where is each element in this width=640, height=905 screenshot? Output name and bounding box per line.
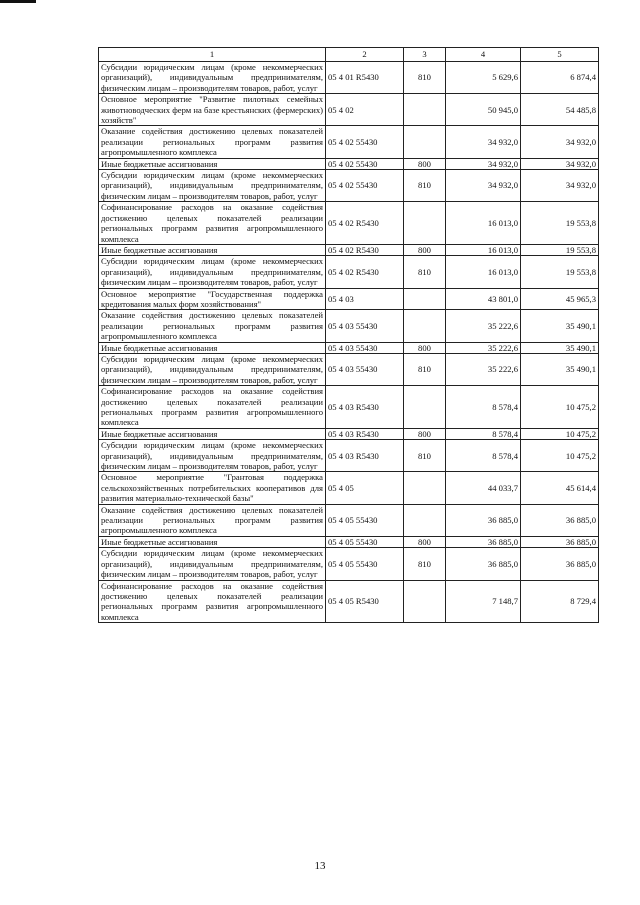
table-row: [99, 170, 599, 202]
row-amount-year2-cell: 35 490,1: [521, 353, 599, 385]
row-expense-type-cell: 800: [404, 428, 446, 439]
row-code-cell: 05 4 02 55430: [326, 170, 404, 202]
row-expense-type-cell: [404, 386, 446, 429]
row-expense-type-cell: 810: [404, 170, 446, 202]
table-row: [99, 244, 599, 255]
row-name-cell: Основное мероприятие "Государственная поддержка кредитования малых форм хозяйствования": [99, 288, 326, 310]
row-code-cell: 05 4 03 55430: [326, 353, 404, 385]
row-name-cell: Субсидии юридическим лицам (кроме некоммерческих организаций), индивидуальным предпринимателям, физическим лицам – производителям товаров, работ, услуг: [99, 62, 326, 94]
row-expense-type-cell: 810: [404, 353, 446, 385]
row-amount-year1-cell: 44 033,7: [446, 472, 521, 504]
row-expense-type-cell: [404, 472, 446, 504]
header-cell-4: 4: [446, 48, 521, 62]
table-row: [99, 440, 599, 472]
row-code-cell: 05 4 03 R5430: [326, 386, 404, 429]
row-name-cell: Субсидии юридическим лицам (кроме некоммерческих организаций), индивидуальным предпринимателям, физическим лицам – производителям товаров, работ, услуг: [99, 353, 326, 385]
row-name-cell: Иные бюджетные ассигнования: [99, 536, 326, 547]
row-code-cell: 05 4 05: [326, 472, 404, 504]
row-name-cell: Оказание содействия достижению целевых показателей реализации региональных программ развития агропромышленного комплекса: [99, 310, 326, 342]
header-cell-1: 1: [99, 48, 326, 62]
row-amount-year1-cell: 43 801,0: [446, 288, 521, 310]
row-amount-year2-cell: 19 553,8: [521, 256, 599, 288]
row-amount-year2-cell: 36 885,0: [521, 504, 599, 536]
row-expense-type-cell: 810: [404, 548, 446, 580]
row-amount-year1-cell: 5 629,6: [446, 62, 521, 94]
row-name-cell: Оказание содействия достижению целевых показателей реализации региональных программ развития агропромышленного комплекса: [99, 126, 326, 158]
row-amount-year1-cell: 36 885,0: [446, 504, 521, 536]
row-code-cell: 05 4 03 55430: [326, 310, 404, 342]
table-body: [99, 62, 599, 623]
table-row: [99, 536, 599, 547]
row-amount-year2-cell: 10 475,2: [521, 386, 599, 429]
row-amount-year1-cell: 36 885,0: [446, 548, 521, 580]
row-expense-type-cell: [404, 310, 446, 342]
row-expense-type-cell: 810: [404, 256, 446, 288]
row-amount-year2-cell: 34 932,0: [521, 170, 599, 202]
table-row: [99, 580, 599, 623]
row-name-cell: Основное мероприятие "Развитие пилотных семейных животноводческих ферм на базе крестьянских (фермерских) хозяйств": [99, 94, 326, 126]
row-amount-year1-cell: 8 578,4: [446, 386, 521, 429]
header-cell-3: 3: [404, 48, 446, 62]
row-amount-year2-cell: 36 885,0: [521, 548, 599, 580]
row-name-cell: Иные бюджетные ассигнования: [99, 158, 326, 169]
table-row: [99, 158, 599, 169]
table-row: [99, 353, 599, 385]
row-code-cell: 05 4 03 R5430: [326, 428, 404, 439]
table-row: [99, 386, 599, 429]
row-amount-year1-cell: 7 148,7: [446, 580, 521, 623]
table-header-row: [99, 48, 599, 62]
row-expense-type-cell: 810: [404, 62, 446, 94]
row-expense-type-cell: 810: [404, 440, 446, 472]
row-code-cell: 05 4 03 55430: [326, 342, 404, 353]
table-row: [99, 256, 599, 288]
row-code-cell: 05 4 02 R5430: [326, 244, 404, 255]
row-name-cell: Софинансирование расходов на оказание содействия достижению целевых показателей реализации региональных программ развития агропромышленного комплекса: [99, 202, 326, 245]
row-name-cell: Иные бюджетные ассигнования: [99, 428, 326, 439]
row-amount-year1-cell: 35 222,6: [446, 353, 521, 385]
table-row: [99, 202, 599, 245]
row-amount-year1-cell: 16 013,0: [446, 256, 521, 288]
row-amount-year2-cell: 34 932,0: [521, 126, 599, 158]
budget-table-container: [98, 47, 598, 623]
table-row: [99, 288, 599, 310]
page-number: 13: [314, 860, 326, 872]
row-amount-year1-cell: 36 885,0: [446, 536, 521, 547]
row-name-cell: Иные бюджетные ассигнования: [99, 244, 326, 255]
row-code-cell: 05 4 05 55430: [326, 504, 404, 536]
row-amount-year1-cell: 34 932,0: [446, 126, 521, 158]
row-code-cell: 05 4 05 R5430: [326, 580, 404, 623]
row-amount-year2-cell: 34 932,0: [521, 158, 599, 169]
row-name-cell: Субсидии юридическим лицам (кроме некоммерческих организаций), индивидуальным предпринимателям, физическим лицам – производителям товаров, работ, услуг: [99, 256, 326, 288]
table-row: [99, 62, 599, 94]
table-row: [99, 548, 599, 580]
row-name-cell: Субсидии юридическим лицам (кроме некоммерческих организаций), индивидуальным предпринимателям, физическим лицам – производителям товаров, работ, услуг: [99, 548, 326, 580]
row-name-cell: Субсидии юридическим лицам (кроме некоммерческих организаций), индивидуальным предпринимателям, физическим лицам – производителям товаров, работ, услуг: [99, 170, 326, 202]
row-amount-year2-cell: 45 965,3: [521, 288, 599, 310]
row-amount-year1-cell: 50 945,0: [446, 94, 521, 126]
row-amount-year2-cell: 35 490,1: [521, 342, 599, 353]
row-amount-year1-cell: 35 222,6: [446, 310, 521, 342]
row-name-cell: Субсидии юридическим лицам (кроме некоммерческих организаций), индивидуальным предпринимателям, физическим лицам – производителям товаров, работ, услуг: [99, 440, 326, 472]
row-amount-year1-cell: 8 578,4: [446, 428, 521, 439]
row-expense-type-cell: [404, 202, 446, 245]
row-expense-type-cell: 800: [404, 158, 446, 169]
row-code-cell: 05 4 02 55430: [326, 158, 404, 169]
row-code-cell: 05 4 05 55430: [326, 536, 404, 547]
row-expense-type-cell: [404, 580, 446, 623]
row-expense-type-cell: [404, 504, 446, 536]
row-amount-year2-cell: 19 553,8: [521, 244, 599, 255]
row-code-cell: 05 4 01 R5430: [326, 62, 404, 94]
row-amount-year2-cell: 10 475,2: [521, 428, 599, 439]
table-row: [99, 504, 599, 536]
header-cell-5: 5: [521, 48, 599, 62]
row-amount-year2-cell: 19 553,8: [521, 202, 599, 245]
row-code-cell: 05 4 05 55430: [326, 548, 404, 580]
table-row: [99, 310, 599, 342]
table-row: [99, 126, 599, 158]
row-amount-year1-cell: 35 222,6: [446, 342, 521, 353]
row-name-cell: Оказание содействия достижению целевых показателей реализации региональных программ развития агропромышленного комплекса: [99, 504, 326, 536]
header-cell-2: 2: [326, 48, 404, 62]
row-amount-year2-cell: 10 475,2: [521, 440, 599, 472]
row-expense-type-cell: [404, 126, 446, 158]
row-amount-year1-cell: 16 013,0: [446, 202, 521, 245]
row-amount-year1-cell: 16 013,0: [446, 244, 521, 255]
row-amount-year2-cell: 8 729,4: [521, 580, 599, 623]
row-code-cell: 05 4 02 55430: [326, 126, 404, 158]
table-row: [99, 94, 599, 126]
row-name-cell: Иные бюджетные ассигнования: [99, 342, 326, 353]
row-name-cell: Софинансирование расходов на оказание содействия достижению целевых показателей реализации региональных программ развития агропромышленного комплекса: [99, 580, 326, 623]
table-row: [99, 472, 599, 504]
row-code-cell: 05 4 02: [326, 94, 404, 126]
row-expense-type-cell: [404, 94, 446, 126]
table-row: [99, 342, 599, 353]
row-name-cell: Софинансирование расходов на оказание содействия достижению целевых показателей реализации региональных программ развития агропромышленного комплекса: [99, 386, 326, 429]
row-amount-year1-cell: 34 932,0: [446, 158, 521, 169]
row-amount-year2-cell: 6 874,4: [521, 62, 599, 94]
row-name-cell: Основное мероприятие "Грантовая поддержка сельскохозяйственных потребительских кооперативов для развития материально-технической базы": [99, 472, 326, 504]
row-expense-type-cell: 800: [404, 342, 446, 353]
row-amount-year1-cell: 8 578,4: [446, 440, 521, 472]
row-amount-year2-cell: 35 490,1: [521, 310, 599, 342]
row-code-cell: 05 4 03 R5430: [326, 440, 404, 472]
row-code-cell: 05 4 02 R5430: [326, 256, 404, 288]
row-amount-year2-cell: 36 885,0: [521, 536, 599, 547]
row-amount-year2-cell: 45 614,4: [521, 472, 599, 504]
row-code-cell: 05 4 02 R5430: [326, 202, 404, 245]
row-code-cell: 05 4 03: [326, 288, 404, 310]
row-amount-year1-cell: 34 932,0: [446, 170, 521, 202]
row-expense-type-cell: 800: [404, 536, 446, 547]
top-edge-mark: [0, 0, 36, 3]
budget-table: [98, 47, 599, 623]
row-amount-year2-cell: 54 485,8: [521, 94, 599, 126]
row-expense-type-cell: [404, 288, 446, 310]
table-row: [99, 428, 599, 439]
row-expense-type-cell: 800: [404, 244, 446, 255]
